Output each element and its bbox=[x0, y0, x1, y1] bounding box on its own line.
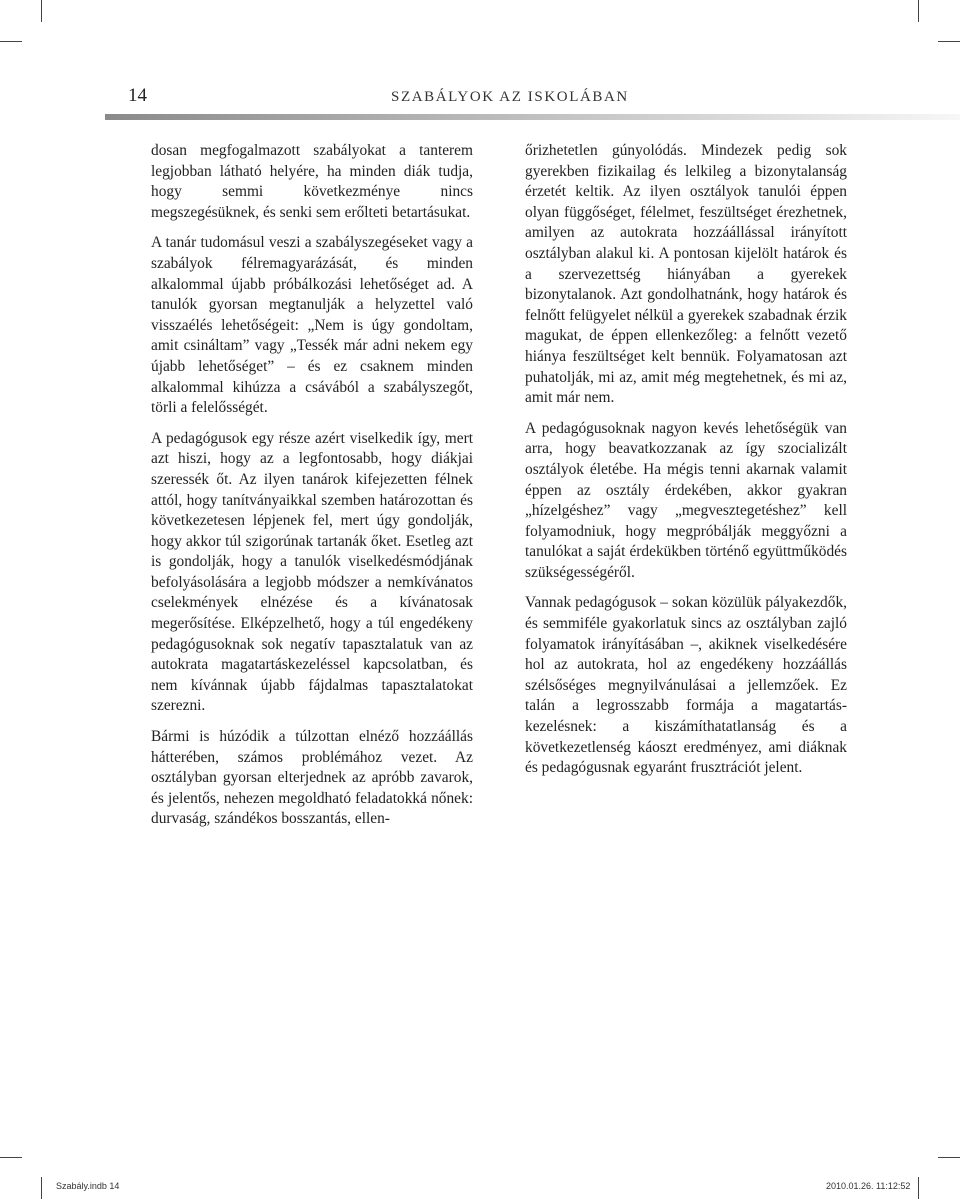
footer-file-info: Szabály.indb 14 bbox=[56, 1181, 120, 1191]
paragraph: Vannak pedagógusok – sokan közülük pályakezdők, és semmiféle gyakorlatuk sincs az osztályban zajló folyamatok irányításában –, akiknek viselkedésére hol az autokrata, hol az engedékeny hozzáállás szélsőséges megnyilvánulásai a jellemzőek. Ez talán a legrosszabb formája a magatartás-kezelésnek: a kiszámíthatatlanság és a következetlenség káoszt eredményez, ami diáknak és pedagógusnak egyaránt frusztrációt jelent. bbox=[525, 594, 847, 777]
paragraph: őrizhetetlen gúnyolódás. Mindezek pedig sok gyerekben fizikailag és lelkileg a bizonytalanság érzetét keltik. Az ilyen osztályok tanulói éppen olyan függőséget, félelmet, feszültséget érezhetnek, amilyen az autokrata hozzáállással irányított osztályban alakul ki. A pontosan kijelölt határok és a szervezettség hiányában a gyerekek bizonytalanok. Azt gondolhatnánk, hogy határok és felnőtt felügyelet nélkül a gyerekek szabadnak érzik magukat, de éppen ellenkezőleg: a felnőtt vezető hiánya feszültséget kelt bennük. Folyamatosan azt puhatolják, mi az, amit még megtehetnek, és mi az, amit már nem. bbox=[525, 142, 847, 407]
page-number: 14 bbox=[128, 85, 147, 106]
paragraph: A pedagógusoknak nagyon kevés lehetőségük van arra, hogy beavatkozzanak az így szocializált osztályok életébe. Ha mégis tenni akarnak valamit éppen az osztály érdekében, akkor gyakran „hízelgéshez” vagy „megvesztegetéshez” kell folyamodniuk, hogy megpróbálják meggyőzni a tanulókat a saját érdekükben történő együttműködés szükségességéről. bbox=[525, 419, 847, 581]
paragraph: dosan megfogalmazott szabályokat a tanterem legjobban látható helyére, ha minden diák tudja, hogy semmi következménye nincs megszegésüknek, és senki sem erőlteti betartásukat. bbox=[151, 142, 473, 221]
crop-mark bbox=[41, 1177, 42, 1199]
crop-mark bbox=[0, 1157, 22, 1158]
header-rule bbox=[105, 114, 960, 120]
left-column bbox=[151, 141, 473, 840]
paragraph: A pedagógusok egy része azért viselkedik így, mert azt hiszi, hogy az a legfontosabb, hogy diákjai szeressék őt. Az ilyen tanárok kifejezetten félnek attól, hogy tanítványaikkal szemben határozottan és következetesen lépjenek fel, mert úgy gondolják, hogy akkor túl szigorúnak tartanák őket. Esetleg azt is gondolják, hogy a tanulók viselkedésmódjának befolyásolására a legjobb módszer a nemkívánatos cselekmények elnézése és a kívánatosak megerősítése. Elképzelhető, hogy a túl engedékeny pedagógusoknak sok negatív tapasztalatuk van az autokrata magatartáskezeléssel kapcsolatban, és nem kívánnak újabb fájdalmas tapasztalatokat szerezni. bbox=[151, 429, 473, 715]
page-header bbox=[0, 75, 960, 115]
crop-mark bbox=[918, 0, 919, 22]
crop-mark bbox=[0, 41, 22, 42]
right-column bbox=[525, 141, 847, 789]
crop-mark bbox=[938, 1157, 960, 1158]
paragraph: A tanár tudomásul veszi a szabályszegéseket vagy a szabályok félremagyarázását, és minden alkalommal újabb próbálkozási lehetőséget ad. A tanulók gyorsan megtanulják a helyzettel való visszaélés lehetőségeit: „Nem is úgy gondoltam, amit csináltam” vagy „Tessék már adni nekem egy újabb lehetőséget” – és ez csaknem minden alkalommal kihúzza a csávából a szabályszegőt, törli a felelősségét. bbox=[151, 234, 473, 417]
paragraph: Bármi is húzódik a túlzottan elnéző hozzáállás hátterében, számos problémához vezet. Az osztályban gyorsan elterjednek az apróbb zavarok, és jelentős, nehezen megoldható feladatokká nőnek: durvaság, szándékos bosszantás, ellen- bbox=[151, 728, 473, 828]
running-head: SZABÁLYOK AZ ISKOLÁBAN bbox=[391, 89, 629, 105]
crop-mark bbox=[41, 0, 42, 22]
crop-mark bbox=[918, 1177, 919, 1199]
footer-timestamp: 2010.01.26. 11:12:52 bbox=[826, 1181, 911, 1191]
crop-mark bbox=[938, 41, 960, 42]
